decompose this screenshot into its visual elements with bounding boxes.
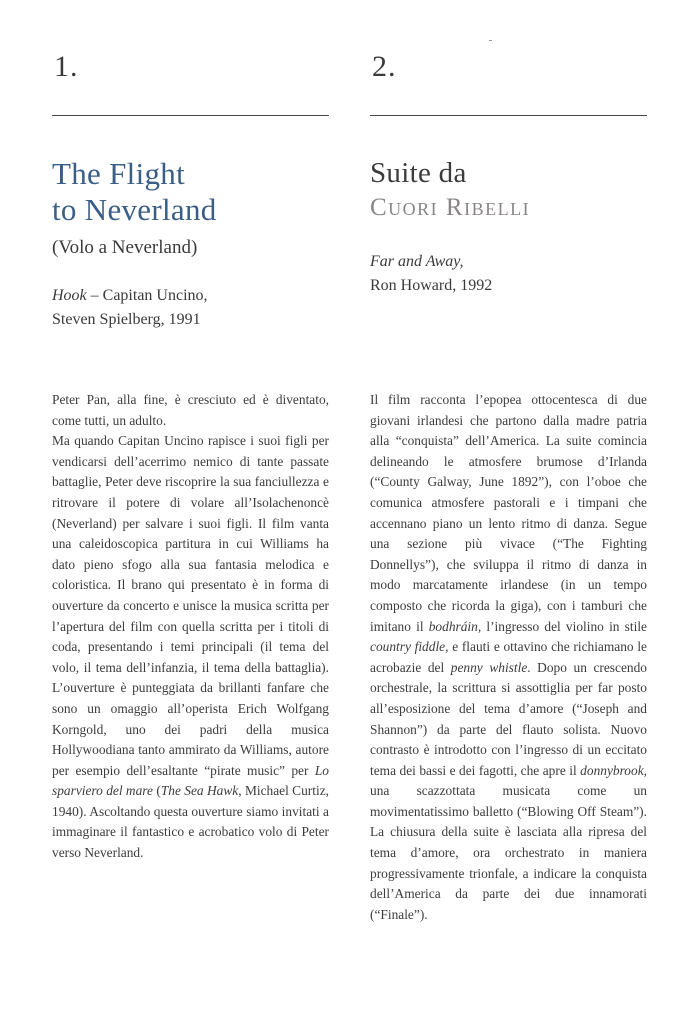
text-run: , una scazzottata musicata come un movimentatissimo balletto (“Blowing Off Steam”). La chiusura della suite è lasciata alla ripresa del tema d’amore, ora orchestrato in maniera progressivamente trionfale, a indicare la conquista dell’America da parte dei due innamorati (“Finale”). [370,762,647,922]
film-title: Far and Away, [370,253,464,270]
paragraph [370,390,647,925]
italic-run: bodhráin [428,618,478,634]
text-run: , l’ingresso del violino in stile [477,618,647,634]
credit-line-1 [52,284,208,308]
text-run: , e flauti e ottavino che richiamano le acrobazie del [370,639,647,675]
title-line-2: to Neverland [52,192,217,227]
italic-run: Lo sparviero del mare [52,762,329,799]
item-number: 1. [54,50,79,83]
film-title-translation: – Capitan Uncino, [86,287,208,304]
credit-line-2: Steven Spielberg, 1991 [52,311,201,328]
piece-title [52,156,217,228]
italic-run: The Sea Hawk [160,783,239,799]
text-run: . Dopo un crescendo orchestrale, la scrittura si assottiglia per far posto all’esposizione del tema d’amore (“Joseph and Shannon”) da parte del flauto solista. Nuovo contrasto è introdotto con l’ingresso di un eccitato tema dei bassi e dei fagotti, che apre il [370,659,647,778]
title-line-2: Cuori Ribelli [370,194,531,221]
divider-rule [52,115,329,116]
program-note [370,390,647,925]
title-line-1: The Flight [52,156,186,191]
italic-run: country fiddle [370,639,446,655]
italic-run: donnybrook [580,762,644,778]
film-title: Hook [52,287,87,304]
text-run: , Michael Curtiz, 1940). Ascoltando questa ouverture siamo invitati a immaginare il fantastico e acrobatico volo di Peter verso Neverland. [52,783,330,861]
film-credit [52,284,208,332]
text-run: Ma quando Capitan Uncino rapisce i suoi figli per vendicarsi dell’acerrimo nemico di tante passate battaglie, Peter deve riscoprire la sua fanciullezza e ritrovare il potere di volare all’Isolachenoncè (Neverland) per salvare i suoi figli. Il film vanta una caleidoscopica partitura in cui Williams ha dato pieno sfogo alla sua fantasia melodica e coloristica. Il brano qui presentato è in forma di ouverture da concerto e unisce la musica scritta per l’apertura del film con quella scritta per i titoli di coda, presentando i temi principali (il tema del volo, il tema dell’infanzia, il tema della battaglia). L’ouverture è punteggiata da brillanti fanfare che sono un omaggio all’operista Erich Wolfgang Korngold, uno dei padri della musica Hollywoodiana tanto ammirato da Williams, autore per esempio dell’esaltante “pirate music” per [52,433,329,778]
text-run: ( [152,783,161,799]
piece-subtitle: (Volo a Neverland) [52,237,198,258]
print-speck [489,40,492,41]
text-run: Il film racconta l’epopea ottocentesca di due giovani irlandesi che partono dalla madre patria alla “conquista” dell’America. La suite comincia delineando le atmosfere brumose d’Irlanda (“County Galway, June 1892”), con l’oboe che comunica atmosfere pastorali e i timpani che accennano piano un lento ritmo di danza. Segue una sezione più vivace (“The Fighting Donnellys”), che sviluppa il ritmo di danza in modo marcatamente irlandese (in un tempo composto che ricorda la giga), con i tamburi che imitano il [370,392,647,634]
program-note [52,390,329,864]
italic-run: penny whistle [450,659,528,675]
item-number: 2. [372,50,397,83]
credit-line-2: Ron Howard, 1992 [370,277,493,294]
divider-rule [370,115,647,116]
paragraph [52,431,329,863]
piece-title [370,156,530,224]
film-credit [370,250,492,298]
title-line-1: Suite da [370,157,467,189]
paragraph: Peter Pan, alla fine, è cresciuto ed è diventato, come tutti, un adulto. [52,392,329,428]
